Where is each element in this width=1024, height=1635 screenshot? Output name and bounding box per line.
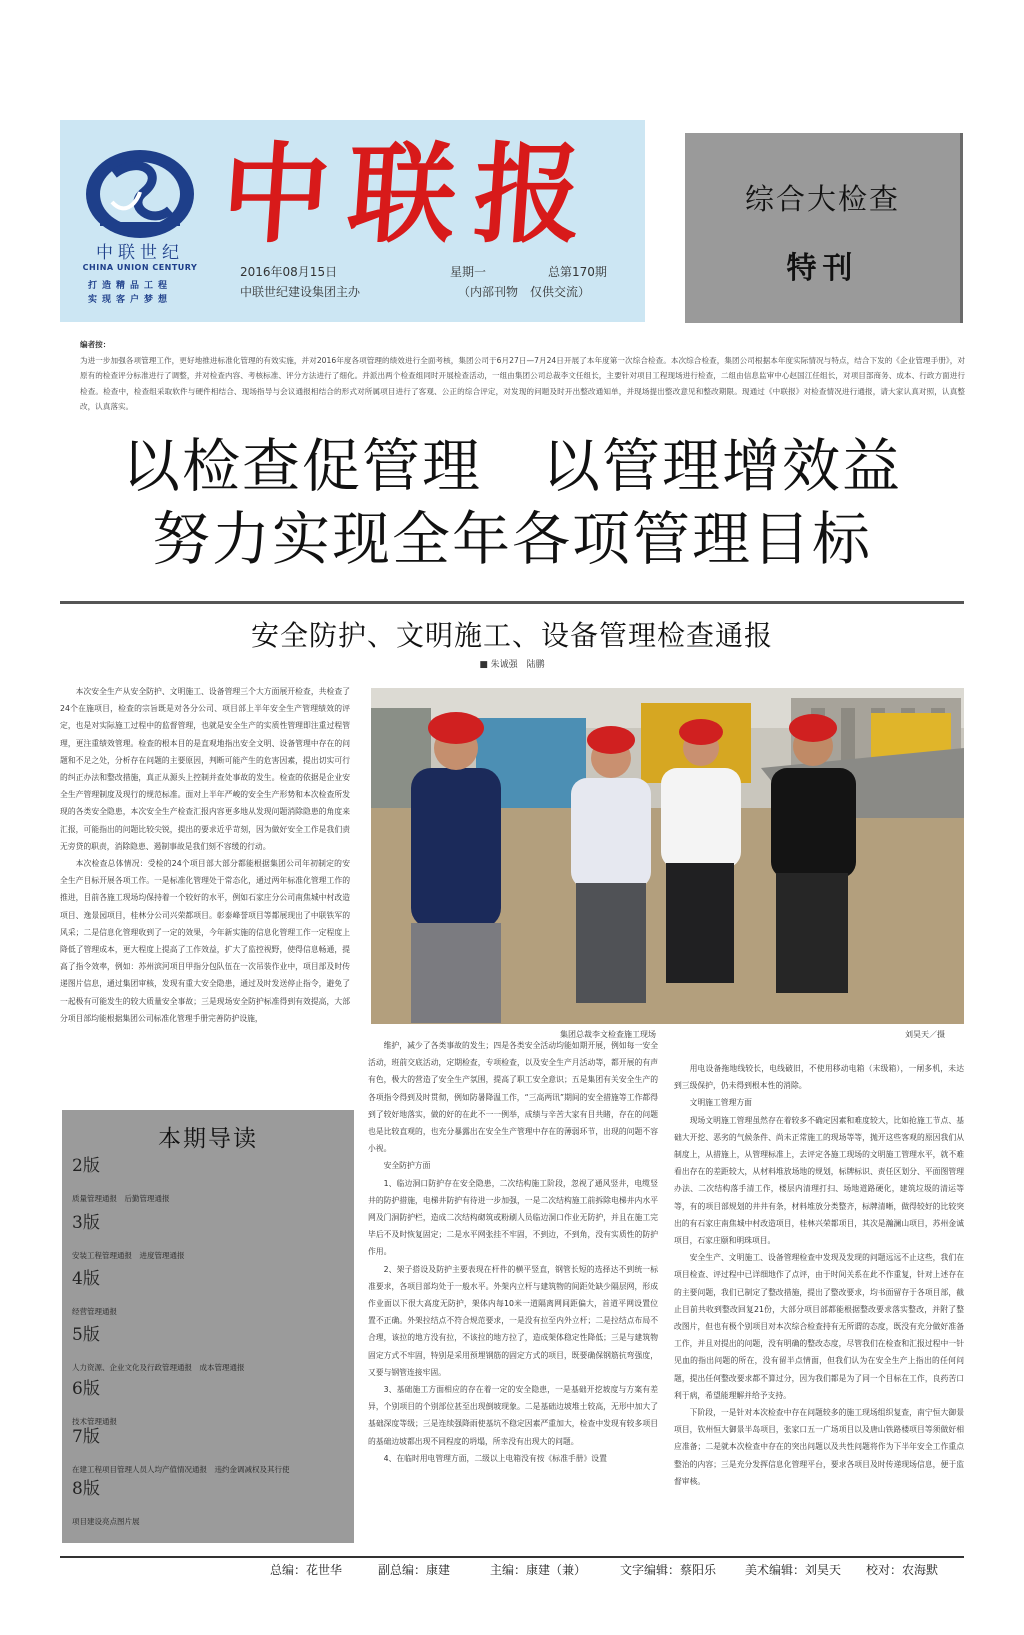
editor-note-label: 编者按： <box>80 340 111 349</box>
issue-date: 2016年08月15日 <box>240 265 338 279</box>
footer-divider <box>60 1556 964 1558</box>
guide-page-number: 6版 <box>72 1379 100 1399</box>
article-byline: ■ 朱诚强 陆鹏 <box>479 660 545 670</box>
article-column-left <box>60 683 350 1087</box>
guide-page-description: 项目建设亮点图片展 <box>72 1517 140 1526</box>
article-paragraph: 3、基础施工方面相应的存在着一定的安全隐患，一是基础开挖坡度与方案有差异，个别项目的个别部位甚至出现倒坡现象。二是基础边坡堆土较高，无形中加大了基础深度等级；三是连续强降雨使基坑不稳定因素严重加大，检查中发现有较多项目的基础边坡都出现不同程度的坍塌，所幸没有出现大的问题。 <box>368 1385 658 1446</box>
logo-english-name: CHINA UNION CENTURY <box>82 263 198 272</box>
guide-page-number: 3版 <box>72 1213 100 1233</box>
article-subheading: 安全防护方面 <box>383 1161 431 1171</box>
sponsor: 中联世纪建设集团主办 <box>240 285 361 299</box>
issue-weekday: 星期一 <box>450 265 487 279</box>
guide-page-number: 5版 <box>72 1325 100 1345</box>
guide-item[interactable] <box>72 1212 352 1261</box>
article-column-right <box>674 1060 964 1555</box>
staff-deputy-editor: 副总编：康建 <box>378 1563 451 1577</box>
issue-number: 总第170期 <box>548 265 607 279</box>
photo-credit: 刘昊天／摄 <box>905 1030 945 1039</box>
article-paragraph: 1、临边洞口防护存在安全隐患，二次结构施工阶段，忽视了通风竖井，电缆竖井的防护措施，电梯井防护有待进一步加强，一是二次结构施工前拆除电梯井内水平网及门洞防护栏，造成二次结构砌筑或粉刷人员临边洞口作业无防护，并且在施工完毕后不及时恢复固定；二是水平网张挂不牢固，不到边，不到角，没有实质性的防护作用。 <box>368 1178 658 1257</box>
staff-editor: 主编：康建（兼） <box>490 1563 587 1577</box>
headline-line-1: 以检查促管理 以管理增效益 <box>121 432 902 500</box>
guide-page-description: 质量管理通报 后勤管理通报 <box>72 1194 170 1203</box>
guide-item[interactable] <box>72 1324 352 1373</box>
logo-chinese-name: 中联世纪 <box>96 243 184 263</box>
guide-item[interactable] <box>72 1478 352 1527</box>
company-logo-icon <box>82 144 198 244</box>
article-paragraph: 2、架子搭设及防护主要表现在杆件的横平竖直，钢管长短的选择达不到统一标准要求，各项目部均处于一般水平。外架内立杆与建筑物的间距处缺少隔层网，形成作业面以下很大高度无防护，架体内每10米一道隔离网间距偏大，首道平网设置位置不正确。外架拉结点不符合规范要求，一是没有拉至内外立杆；二是拉结点布局不合理，该拉的地方没有拉，不该拉的地方拉了，造成架体稳定性降低；三是与建筑物固定方式不牢固，特别是采用预埋钢筋的固定方式的项目，既要确保钢筋抗弯强度，又要与钢管连接牢固。 <box>368 1264 658 1377</box>
article-paragraph: 本次安全生产从安全防护、文明施工、设备管理三个大方面展开检查，共检查了24个在施项目，检查的宗旨既是对各分公司、项目部上半年安全生产管理绩效的评定，也是对实际施工过程中的监督管理，也就是安全生产的实质性管理即注重过程管理，更注重绩效管理。检查的根本目的是直观地指出安全文明、设备管理中存在的问题和不足之处，分析存在问题的主要原因，判断可能产生的危害因素，提出切实可行的纠正办法和整改措施，真正从源头上控制并查处事故的发生。检查的依据是企业安全生产管理制度及现行的规范标准。面对上半年严峻的安全生产形势和本次检查所发现的各类安全隐患，本次安全生产检查汇报内容更多地从发现问题消除隐患的角度来汇报，可能指出的问题比较尖锐，提出的要求近乎苛刻，因为做好安全工作是我们责无旁贷的职责，消除隐患、遏制事故是我们刻不容缓的行动。 <box>60 687 350 851</box>
guide-page-number: 2版 <box>72 1156 100 1176</box>
guide-item[interactable] <box>72 1378 352 1427</box>
guide-page-description: 技术管理通报 <box>72 1417 117 1426</box>
guide-page-number: 8版 <box>72 1479 100 1499</box>
newspaper-title: 中联报 <box>217 132 605 258</box>
article-paragraph: 下阶段，一是针对本次检查中存在问题较多的施工现场组织复查，南宁恒大御景项目，钦州恒大御景半岛项目，张家口五一广场项目以及唐山铁路楼项目等须做好相应准备；二是就本次检查中存在的突出问题以及共性问题将作为下半年安全工作重点整治的内容；三是充分发挥信息化管理平台，要求各项目及时传递现场信息，便于监督审核。 <box>674 1408 964 1486</box>
slogan-line-1: 打造精品工程 <box>88 281 173 291</box>
masthead <box>60 120 645 322</box>
article-paragraph: 4、在临时用电管理方面，二级以上电箱没有按《标准手册》设置 <box>383 1453 607 1463</box>
inspection-photo <box>371 688 964 1024</box>
article-column-middle <box>368 1037 658 1555</box>
special-issue-bottom: 特刊 <box>786 251 859 286</box>
article-paragraph: 现场文明施工管理虽然存在着较多不确定因素和难度较大，比如抢施工节点、基础大开挖、恶劣的气候条件、尚未正常施工的现场等等，抛开这些客观的原因我们从制度上，从措施上，从管理标准上，去评定各施工现场的文明施工管理水平，就不难看出存在的差距较大，从材料堆放场地的规划，标牌标识、责任区划分、平面图管理办法、二次结构落手清工作，楼层内清理打扫、场地道路硬化，建筑垃圾的清运等等，有的项目部规划的井井有条，材料堆放分类整齐，标牌清晰，做得较好的比较突出的有石家庄南焦城中村改造项目，桂林兴荣都项目，其次是瀚澜山项目，苏州金诚项目，石家庄颐和明珠项目。 <box>674 1115 964 1246</box>
guide-item[interactable] <box>72 1268 352 1317</box>
article-paragraph: 安全生产、文明施工、设备管理检查中发现及发现的问题远远不止这些，我们在项目检查、评过程中已详细地作了点评，由于时间关系在此不作重复，针对上述存在的主要问题，我们已制定了整改措施，提出了整改要求，均书面留存于各项目部，截止目前共收到整改回复21份，大部分项目部都能根据整改要求落实整改，并附了整改图片，但也有极个别项目对本次综合检查持有无所谓的态度，既没有充分做好准备工作，并且对提出的问题，没有明确的整改态度，尽管我们在检查和汇报过程中一针见血的指出问题的所在，没有留半点情面，但我们认为在安全生产上指出的任何问题，提出任何整改要求都不算过分，因为我们都是为了同一个目标在工作，良药苦口利于病，希望能理解并给予支持。 <box>674 1253 964 1400</box>
guide-item[interactable] <box>72 1426 352 1475</box>
headline-line-2: 努力实现全年各项管理目标 <box>151 505 872 573</box>
circulation-note: （内部刊物 仅供交流） <box>458 285 591 299</box>
guide-page-number: 4版 <box>72 1269 100 1289</box>
staff-proofreader: 校对：农海默 <box>866 1563 939 1577</box>
slogan-line-2: 实现客户梦想 <box>88 295 173 305</box>
guide-page-description: 安装工程管理通报 进度管理通报 <box>72 1251 185 1260</box>
special-issue-top: 综合大检查 <box>744 182 900 216</box>
photo-caption: 集团总裁李文检查施工现场 <box>560 1030 656 1039</box>
inspection-photo-illustration <box>371 688 964 1024</box>
editor-note-text: 为进一步加强各项管理工作，更好地推进标准化管理的有效实施，并对2016年度各项管理的绩效进行全面考核，集团公司于6月27日—7月24日开展了本年度第一次综合检查。本次综合检查，集团公司根据本年度实际情况与特点，结合下发的《企业管理手册》，对原有的检查评分标准进行了调整，并对检查内容、考核标准、评分方法进行了细化。并派出两个检查组同时开展检查活动，一组由集团公司总裁李文任组长，主要针对项目工程现场进行检查，二组由信息监审中心赵国江任组长，对项目部商务、成本、行政方面进行检查。检查中，检查组采取软件与硬件相结合、现场指导与会议通报相结合的形式对所属项目进行了客观、公正的综合评定，对发现的问题及时开出整改通知单，并现场提出整改意见和整改期限。现通过《中联报》对检查情况进行通报，请大家认真对照，认真整改，认真落实。 <box>80 355 965 412</box>
issue-guide-box <box>62 1110 354 1543</box>
guide-page-description: 人力资源、企业文化及行政管理通报 成本管理通报 <box>72 1363 245 1372</box>
guide-page-description: 经营管理通报 <box>72 1307 117 1316</box>
article-subheading: 文明施工管理方面 <box>689 1098 752 1108</box>
staff-text-editor: 文字编辑：蔡阳乐 <box>620 1563 717 1577</box>
article-paragraph: 维护，减少了各类事故的发生；四是各类安全活动均能如期开展，例如每一安全活动，班前交底活动，定期检查，专项检查，以及安全生产月活动等，都开展的有声有色，极大的营造了安全生产氛围，提高了职工安全意识；五是集团有关安全生产的各项指令得到及时贯彻，例如防暑降温工作，“三高两讯”期间的安全措施等工作都得到了较好地落实，做的好的在此不一一例举，成绩与辛苦大家有目共睹，存在的问题也是比较直观的，也充分暴露出在安全生产管理中存在的薄弱环节，出现的问题不容小视。 <box>368 1041 658 1154</box>
special-issue-box <box>685 133 963 323</box>
issue-guide-title: 本期导读 <box>158 1126 258 1152</box>
article-title: 安全防护、文明施工、设备管理检查通报 <box>250 619 773 652</box>
headline-divider <box>60 601 964 604</box>
guide-item[interactable] <box>72 1155 352 1204</box>
guide-page-number: 7版 <box>72 1427 100 1447</box>
editor-note <box>80 337 965 415</box>
staff-chief-editor: 总编：花世华 <box>270 1563 343 1577</box>
staff-art-editor: 美术编辑：刘昊天 <box>745 1563 842 1577</box>
guide-page-description: 在建工程项目管理人员人均产值情况通报 违约金调减权及其行使 <box>72 1465 290 1474</box>
article-paragraph: 用电设备拖地线较长，电线破旧，不使用移动电箱（末级箱），一闸多机，未达到三级保护，仍未得到根本性的消除。 <box>674 1064 964 1091</box>
article-paragraph: 本次检查总体情况：受检的24个项目部大部分都能根据集团公司年初制定的安全生产目标开展各项工作。一是标准化管理处于常态化，通过两年标准化管理工作的推进，目前各施工现场均保持着一个较好的水平，例如石家庄分公司南焦城中村改造项目、逸景园项目，桂林分公司兴荣都项目。彰泰峰誉项目等都展现出了中联铁军的风采；二是信息化管理收到了一定的效果，今年新实施的信息化管理工作一定程度上降低了管理成本，更大程度上提高了工作效益，扩大了监控视野，使得信息畅通，提高了指令效率，例如：苏州滨河项目甲指分包队伍在一次吊装作业中，项目部及时传递图片信息，通过集团审核，发现有重大安全隐患，通过及时发送停止指令，避免了一起极有可能发生的较大质量安全事故；三是现场安全防护标准得到有效提高，大部分项目部均能根据集团公司标准化管理手册完善防护设施， <box>60 859 350 1023</box>
